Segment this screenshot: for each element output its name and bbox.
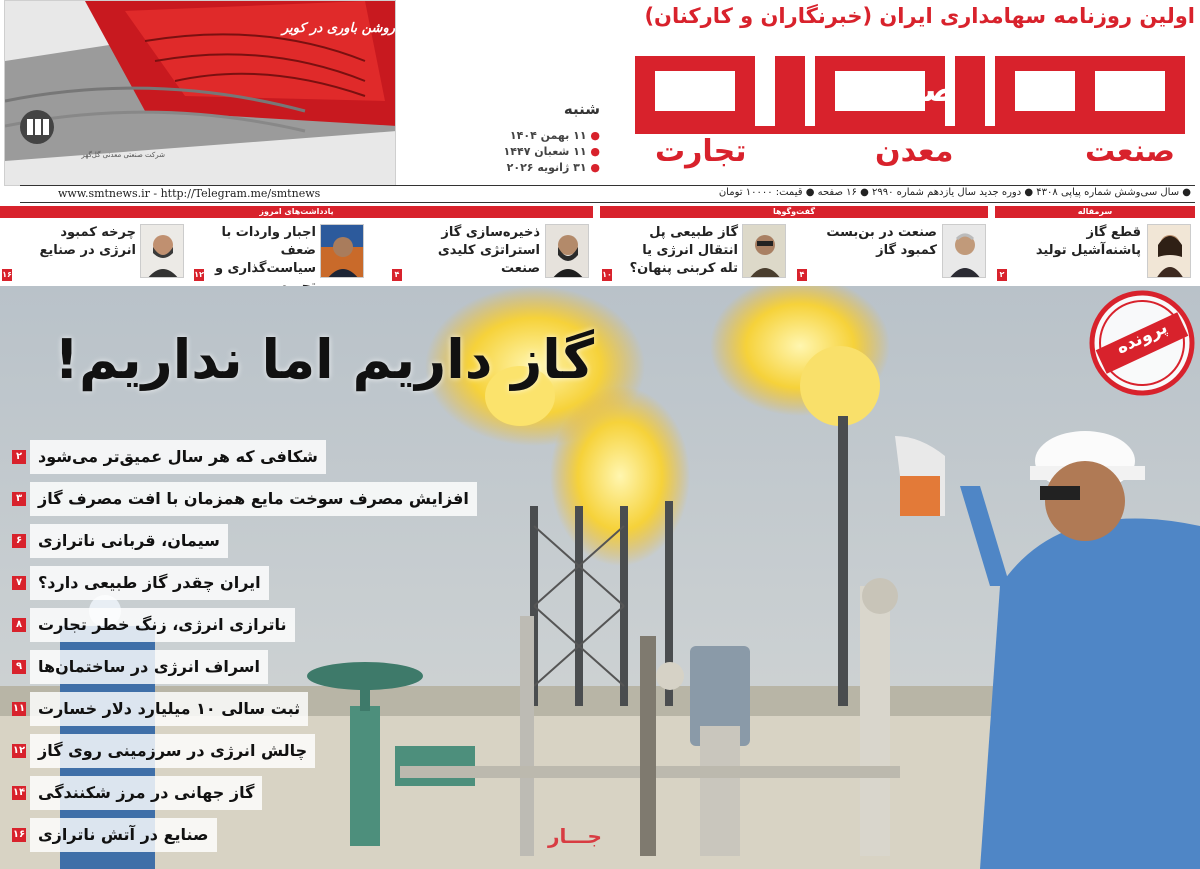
ad-caption: شرکت صنعتی معدنی گل‌گهر (81, 151, 165, 159)
author-photo (545, 224, 589, 278)
ad-slogan: روشن باوری در کویر (282, 21, 395, 36)
bullet-icon: ● (590, 129, 600, 142)
main-headline[interactable]: گاز داریم اما نداریم! (54, 328, 594, 391)
teaser-title: گاز طبیعی پل انتقال انرژی یا تله کربنی پنهان؟ (629, 225, 738, 276)
watermark: جـــار (548, 824, 602, 848)
section-label-notes: یادداشت‌های امروز (0, 206, 593, 218)
list-item[interactable] (8, 608, 428, 642)
list-item[interactable] (8, 734, 428, 768)
list-item[interactable] (8, 692, 428, 726)
author-photo (320, 224, 364, 278)
teaser-title: صنعت در بن‌بست کمبود گاز (826, 225, 937, 258)
advertisement[interactable] (4, 0, 396, 186)
logo-sub-mine: معدن (875, 134, 954, 169)
page-number: ۲ (997, 269, 1007, 281)
date-gregorian: ● ۳۱ ژانویه ۲۰۲۶ (506, 161, 600, 174)
list-item[interactable] (8, 650, 428, 684)
story-title: ثبت سالی ۱۰ میلیارد دلار خسارت (30, 692, 308, 726)
teaser-title: چرخه کمبود انرژی در صنایع (39, 225, 136, 258)
bullet-icon: ● (590, 161, 600, 174)
company-logo-icon (15, 107, 75, 147)
logo-text: صمت (865, 70, 957, 110)
tagline: اولین روزنامه سهامداری ایران (خبرنگاران و کارکنان) (644, 4, 1195, 28)
story-title: صنایع در آتش ناترازی (30, 818, 217, 852)
author-photo (742, 224, 786, 278)
story-list (8, 440, 469, 860)
teaser-item[interactable] (0, 222, 188, 280)
teaser-title: اجبار واردات با ضعف سیاست‌گذاری و (214, 225, 316, 276)
page-number: ۱۶ (2, 270, 12, 279)
page-number: ۸ (12, 618, 26, 632)
page-number: ۱۶ (12, 829, 26, 840)
teaser-item[interactable] (390, 222, 593, 280)
page-number: ۴ (392, 269, 402, 281)
teaser-item[interactable] (995, 222, 1195, 280)
author-photo (942, 224, 986, 278)
bullet-icon: ● (590, 145, 600, 158)
website-links[interactable]: www.smtnews.ir - http://Telegram.me/smtnews (58, 187, 321, 200)
list-item[interactable] (8, 776, 428, 810)
newspaper-logo[interactable] (615, 36, 1200, 186)
teaser-item[interactable] (192, 222, 385, 280)
page-number: ۱۴ (12, 787, 26, 798)
teaser-item[interactable] (795, 222, 990, 280)
page-number: ۲ (12, 450, 26, 464)
page-number: ۷ (12, 576, 26, 590)
date-block (500, 100, 600, 176)
stamp-label: پرونده (1113, 317, 1171, 359)
teaser-title: ذخیره‌سازی گاز استراتژی کلیدی صنعت (437, 225, 540, 276)
section-label-editorial: سرمقاله (995, 206, 1195, 218)
page-number: ۱۰ (602, 270, 612, 279)
teaser-title: قطع گاز پاشنه‌آشیل تولید (1035, 225, 1141, 258)
issue-info: ● سال سی‌وشش شماره پیاپی ۴۳۰۸ ● دوره جدید سال یازدهم شماره ۲۹۹۰ ● ۱۶ صفحه ● قیمت: ۱۰۰۰۰ تومان (718, 187, 1191, 198)
story-title: سیمان، قربانی ناترازی (30, 524, 228, 558)
section-label-interviews: گفت‌وگوها (600, 206, 988, 218)
story-title: ناترازی انرژی، زنگ خطر تجارت (30, 608, 295, 642)
date-solar: ● ۱۱ بهمن ۱۴۰۴ (509, 129, 600, 142)
story-title: اسراف انرژی در ساختمان‌ها (30, 650, 268, 684)
page-number: ۱۲ (12, 745, 26, 756)
logo-sub-trade: تجارت (655, 134, 747, 169)
author-photo (140, 224, 184, 278)
list-item[interactable] (8, 818, 428, 852)
author-photo (1147, 224, 1191, 278)
hero-section[interactable] (0, 286, 1200, 869)
story-title: ایران چقدر گاز طبیعی دارد؟ (30, 566, 269, 600)
teaser-item[interactable] (600, 222, 790, 280)
info-bar (20, 185, 1195, 203)
list-item[interactable] (8, 440, 428, 474)
page-number: ۶ (12, 534, 26, 548)
story-title: گاز جهانی در مرز شکنندگی (30, 776, 262, 810)
story-title: چالش انرژی در سرزمینی روی گاز (30, 734, 315, 768)
logo-sub-industry: صنعت (1085, 134, 1175, 169)
list-item[interactable] (8, 482, 469, 516)
teaser-strip (0, 206, 1200, 282)
story-title: شکافی که هر سال عمیق‌تر می‌شود (30, 440, 326, 474)
page-number: ۳ (12, 492, 26, 506)
day-name: شنبه (563, 100, 600, 118)
date-lunar: ● ۱۱ شعبان ۱۴۴۷ (503, 145, 600, 158)
page-number: ۱۱ (12, 703, 26, 714)
story-title: افزایش مصرف سوخت مایع همزمان با افت مصرف گاز (30, 482, 477, 516)
page-number: ۴ (797, 269, 807, 281)
list-item[interactable] (8, 566, 428, 600)
page-number: ۱۲ (194, 270, 204, 279)
list-item[interactable] (8, 524, 428, 558)
page-number: ۹ (12, 660, 26, 674)
